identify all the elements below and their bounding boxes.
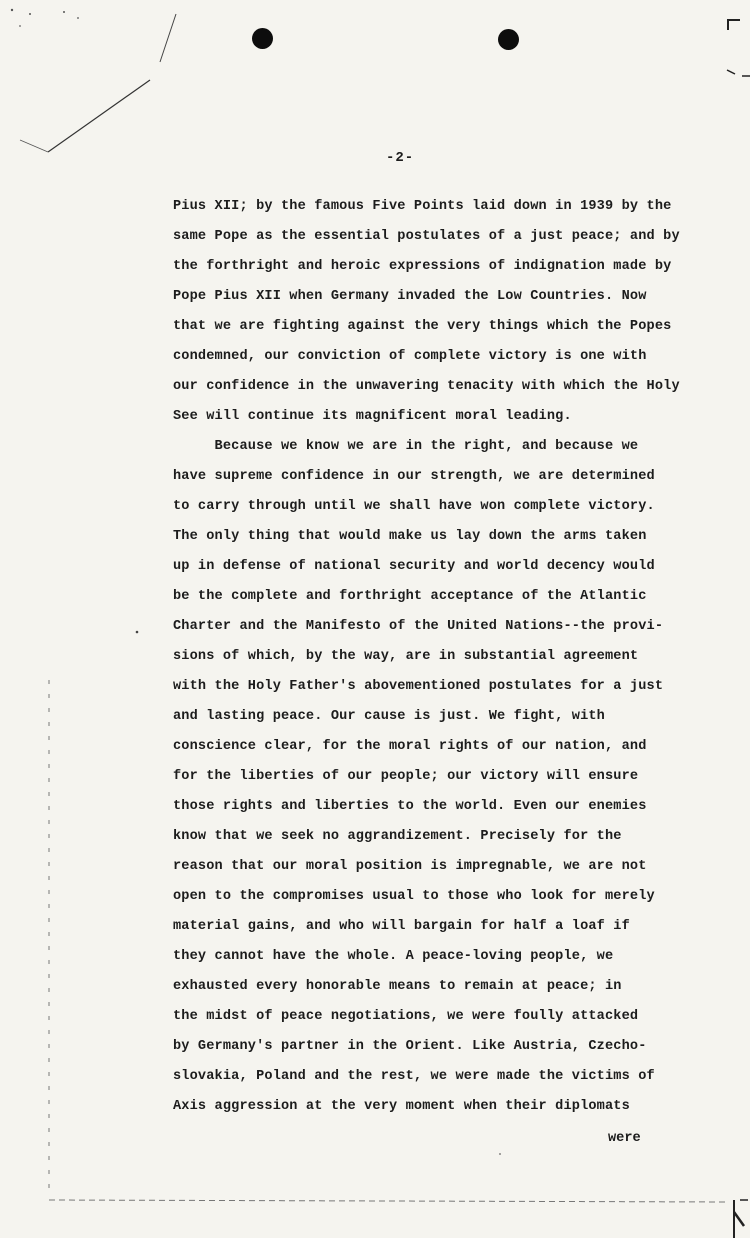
text-line: The only thing that would make us lay down the arms taken — [173, 529, 647, 544]
text-line: exhausted every honorable means to remain at peace; in — [173, 979, 622, 994]
text-line: be the complete and forthright acceptance of the Atlantic — [173, 589, 647, 604]
text-line: same Pope as the essential postulates of a just peace; and by — [173, 229, 680, 244]
page-number: -2- — [386, 150, 415, 166]
text-line: our confidence in the unwavering tenacity with which the Holy — [173, 379, 680, 394]
text-line: the forthright and heroic expressions of indignation made by — [173, 259, 672, 274]
text-line: See will continue its magnificent moral leading. — [173, 409, 572, 424]
text-line: open to the compromises usual to those who look for merely — [173, 889, 655, 904]
text-line: slovakia, Poland and the rest, we were made the victims of — [173, 1069, 655, 1084]
text-line: Axis aggression at the very moment when their diplomats — [173, 1099, 630, 1114]
text-line: for the liberties of our people; our victory will ensure — [173, 769, 639, 784]
text-line: with the Holy Father's abovementioned postulates for a just — [173, 679, 664, 694]
text-line: material gains, and who will bargain for half a loaf if — [173, 919, 630, 934]
text-line: condemned, our conviction of complete victory is one with — [173, 349, 647, 364]
catchword: were — [608, 1131, 641, 1146]
punch-hole-left — [252, 28, 273, 49]
text-line: that we are fighting against the very things which the Popes — [173, 319, 672, 334]
text-line: reason that our moral position is impregnable, we are not — [173, 859, 647, 874]
text-line: Pius XII; by the famous Five Points laid down in 1939 by the — [173, 199, 672, 214]
text-line: the midst of peace negotiations, we were foully attacked — [173, 1009, 639, 1024]
text-line: to carry through until we shall have won complete victory. — [173, 499, 655, 514]
text-line: sions of which, by the way, are in substantial agreement — [173, 649, 639, 664]
text-line: those rights and liberties to the world. Even our enemies — [173, 799, 647, 814]
text-line: Pope Pius XII when Germany invaded the Low Countries. Now — [173, 289, 647, 304]
text-line: conscience clear, for the moral rights of our nation, and — [173, 739, 647, 754]
text-line: they cannot have the whole. A peace-loving people, we — [173, 949, 614, 964]
text-line: up in defense of national security and world decency would — [173, 559, 655, 574]
text-line: by Germany's partner in the Orient. Like Austria, Czecho- — [173, 1039, 647, 1054]
text-line: have supreme confidence in our strength, we are determined — [173, 469, 655, 484]
text-line: and lasting peace. Our cause is just. We fight, with — [173, 709, 605, 724]
text-line: know that we seek no aggrandizement. Precisely for the — [173, 829, 622, 844]
text-line: Because we know we are in the right, and because we — [173, 439, 639, 454]
punch-hole-right — [498, 29, 519, 50]
text-line: Charter and the Manifesto of the United Nations--the provi- — [173, 619, 664, 634]
